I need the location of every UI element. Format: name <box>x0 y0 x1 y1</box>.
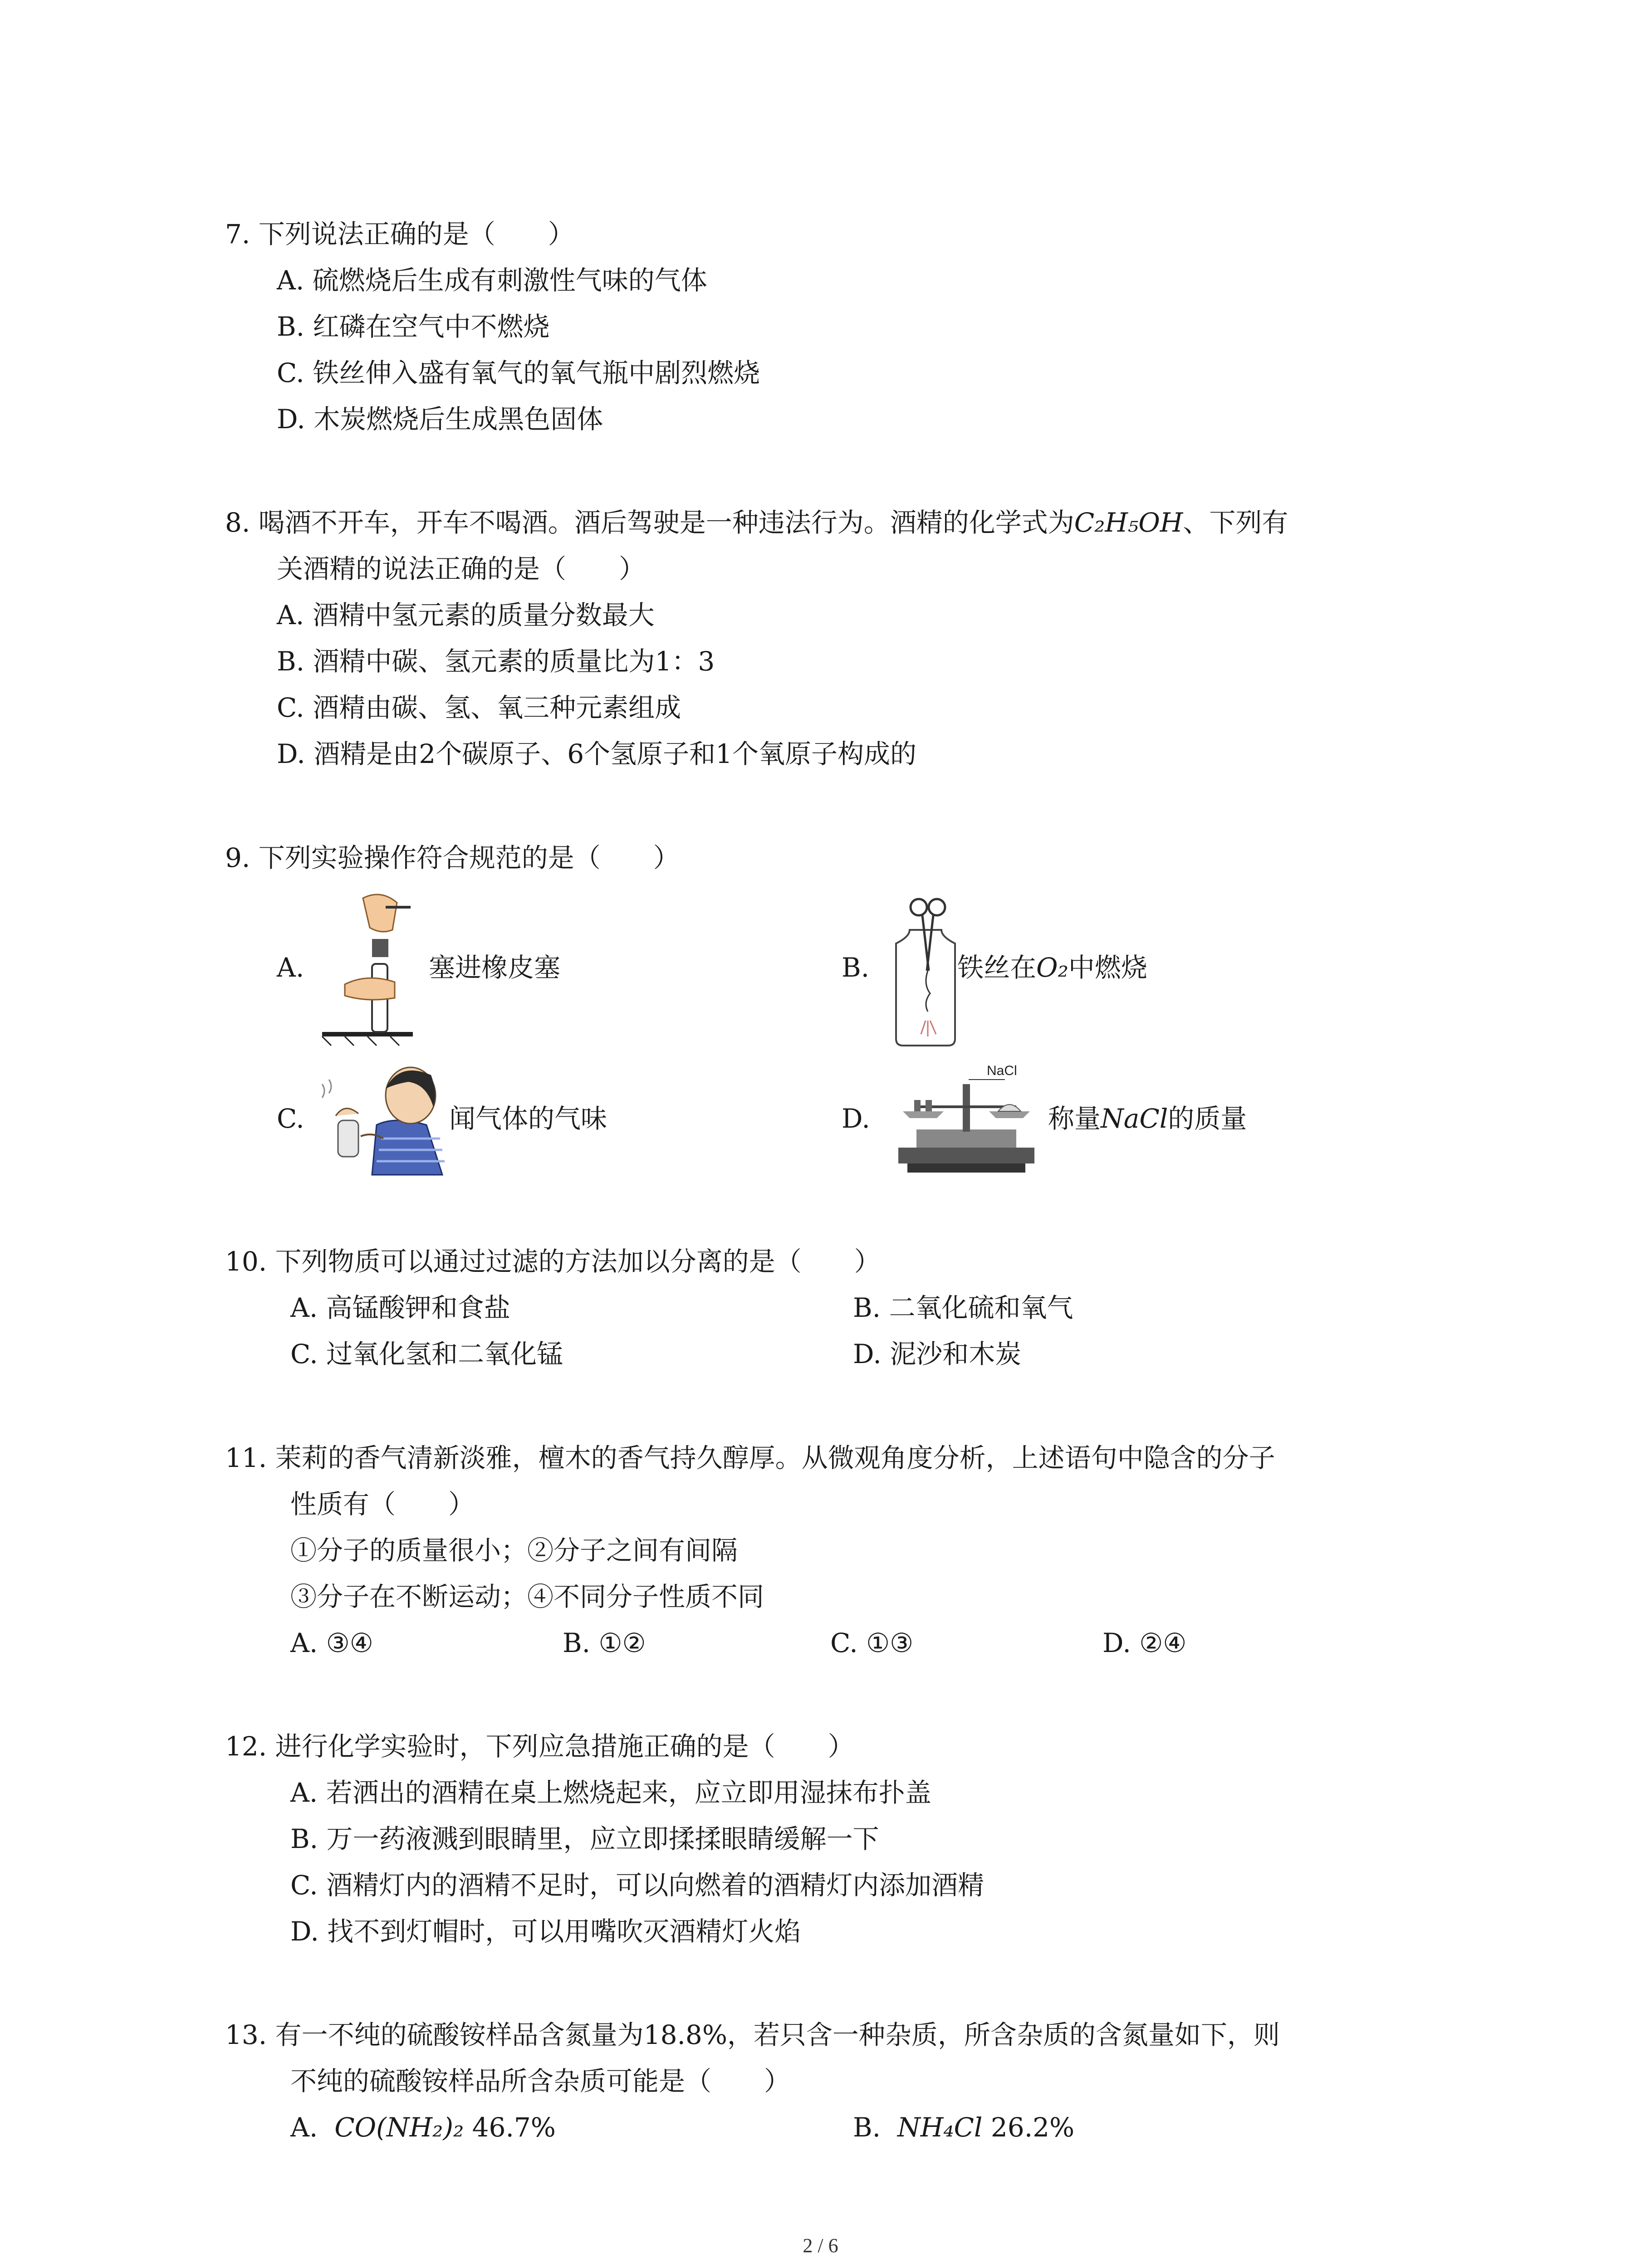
q11-stem-line2: 性质有（ ） <box>290 1489 475 1520</box>
iron-wire-burning-image <box>887 889 964 1052</box>
q9-b-text-pre: 铁丝在 <box>957 952 1037 983</box>
q8-stem-line2: 关酒精的说法正确的是（ ） <box>277 553 646 584</box>
q12-stem: 12. 进行化学实验时，下列应急措施正确的是（ ） <box>225 1731 854 1762</box>
smelling-gas-image <box>318 1057 449 1179</box>
q11-option-d: D. ②④ <box>1102 1628 1187 1658</box>
q13-option-b <box>853 2111 1074 2144</box>
q8-option-a: A. 酒精中氢元素的质量分数最大 <box>277 600 655 631</box>
q13-stem-line1: 13. 有一不纯的硫酸铵样品含氮量为18.8%，若只含一种杂质，所含杂质的含氮量如下，则 <box>225 2019 1280 2050</box>
q11-option-b: B. ①② <box>563 1628 646 1658</box>
q9-option-d-letter: D. <box>842 1103 870 1134</box>
q9-option-c-caption: 闻气体的气味 <box>449 1103 607 1134</box>
q9-stem: 9. 下列实验操作符合规范的是（ ） <box>225 842 680 873</box>
q9-option-a-letter: A. <box>277 952 304 983</box>
q7-option-c: C. 铁丝伸入盛有氧气的氧气瓶中剧烈燃烧 <box>277 357 760 388</box>
q9-d-formula: NaCl <box>1101 1103 1168 1134</box>
q10-option-b: B. 二氧化硫和氧气 <box>853 1292 1073 1323</box>
q9-b-text-post: 中燃烧 <box>1068 952 1147 983</box>
q7-option-a: A. 硫燃烧后生成有刺激性气味的气体 <box>277 265 707 296</box>
q8-option-b: B. 酒精中碳、氢元素的质量比为1：3 <box>277 646 715 677</box>
q13-option-a <box>290 2111 556 2144</box>
q9-d-text-pre: 称量 <box>1048 1103 1101 1134</box>
q9-b-formula: O₂ <box>1036 952 1068 983</box>
q13-b-value: 26.2% <box>990 2112 1075 2143</box>
q11-option-c: C. ①③ <box>830 1628 914 1658</box>
stopper-insertion-image <box>318 889 417 1052</box>
q9-option-c-letter: C. <box>277 1103 304 1134</box>
q8-stem-line1 <box>225 506 1288 539</box>
q11-option-a: A. ③④ <box>290 1628 373 1658</box>
q9-option-b-letter: B. <box>842 952 870 983</box>
q8-option-c: C. 酒精由碳、氢、氧三种元素组成 <box>277 692 681 723</box>
q8-option-d: D. 酒精是由2个碳原子、6个氢原子和1个氧原子构成的 <box>277 738 917 769</box>
q12-option-d: D. 找不到灯帽时，可以用嘴吹灭酒精灯火焰 <box>290 1916 801 1947</box>
q7-stem: 7. 下列说法正确的是（ ） <box>225 219 574 249</box>
q11-statement-2: ③分子在不断运动；④不同分子性质不同 <box>290 1581 764 1612</box>
q10-option-d: D. 泥沙和木炭 <box>853 1339 1022 1369</box>
q13-b-formula: NH₄Cl <box>897 2112 983 2143</box>
q8-stem-pre: 8. 喝酒不开车，开车不喝酒。酒后驾驶是一种违法行为。酒精的化学式为 <box>225 507 1074 538</box>
q10-option-c: C. 过氧化氢和二氧化锰 <box>290 1339 563 1369</box>
q12-option-c: C. 酒精灯内的酒精不足时，可以向燃着的酒精灯内添加酒精 <box>290 1870 985 1901</box>
q7-option-b: B. 红磷在空气中不燃烧 <box>277 311 550 342</box>
q13-stem-line2: 不纯的硫酸铵样品所含杂质可能是（ ） <box>290 2066 791 2097</box>
q9-option-b-caption <box>957 951 1147 984</box>
q13-b-letter: B. <box>853 2112 881 2143</box>
q9-option-d-caption <box>1048 1102 1247 1135</box>
q8-stem-post: 、下列有 <box>1183 507 1288 538</box>
q9-d-text-post: 的质量 <box>1168 1103 1247 1134</box>
q10-option-a: A. 高锰酸钾和食盐 <box>290 1292 510 1323</box>
q12-option-b: B. 万一药液溅到眼睛里，应立即揉揉眼睛缓解一下 <box>290 1823 879 1854</box>
q12-option-a: A. 若洒出的酒精在桌上燃烧起来，应立即用湿抹布扑盖 <box>290 1777 931 1808</box>
q8-formula: C₂H₅OH <box>1074 507 1183 538</box>
q10-stem: 10. 下列物质可以通过过滤的方法加以分离的是（ ） <box>225 1246 881 1277</box>
q13-a-value: 46.7% <box>472 2112 556 2143</box>
q7-option-d: D. 木炭燃烧后生成黑色固体 <box>277 404 603 435</box>
q9-option-a-caption: 塞进橡皮塞 <box>429 952 561 983</box>
page-number: 2 / 6 <box>803 2234 838 2257</box>
q13-a-letter: A. <box>290 2112 318 2143</box>
q11-statement-1: ①分子的质量很小；②分子之间有间隔 <box>290 1535 738 1566</box>
nacl-label: NaCl <box>987 1063 1017 1078</box>
q11-stem-line1: 11. 茉莉的香气清新淡雅，檀木的香气持久醇厚。从微观角度分析，上述语句中隐含的分子 <box>225 1442 1275 1473</box>
balance-weighing-image <box>889 1057 1043 1184</box>
q13-a-formula: CO(NH₂)₂ <box>334 2112 464 2143</box>
